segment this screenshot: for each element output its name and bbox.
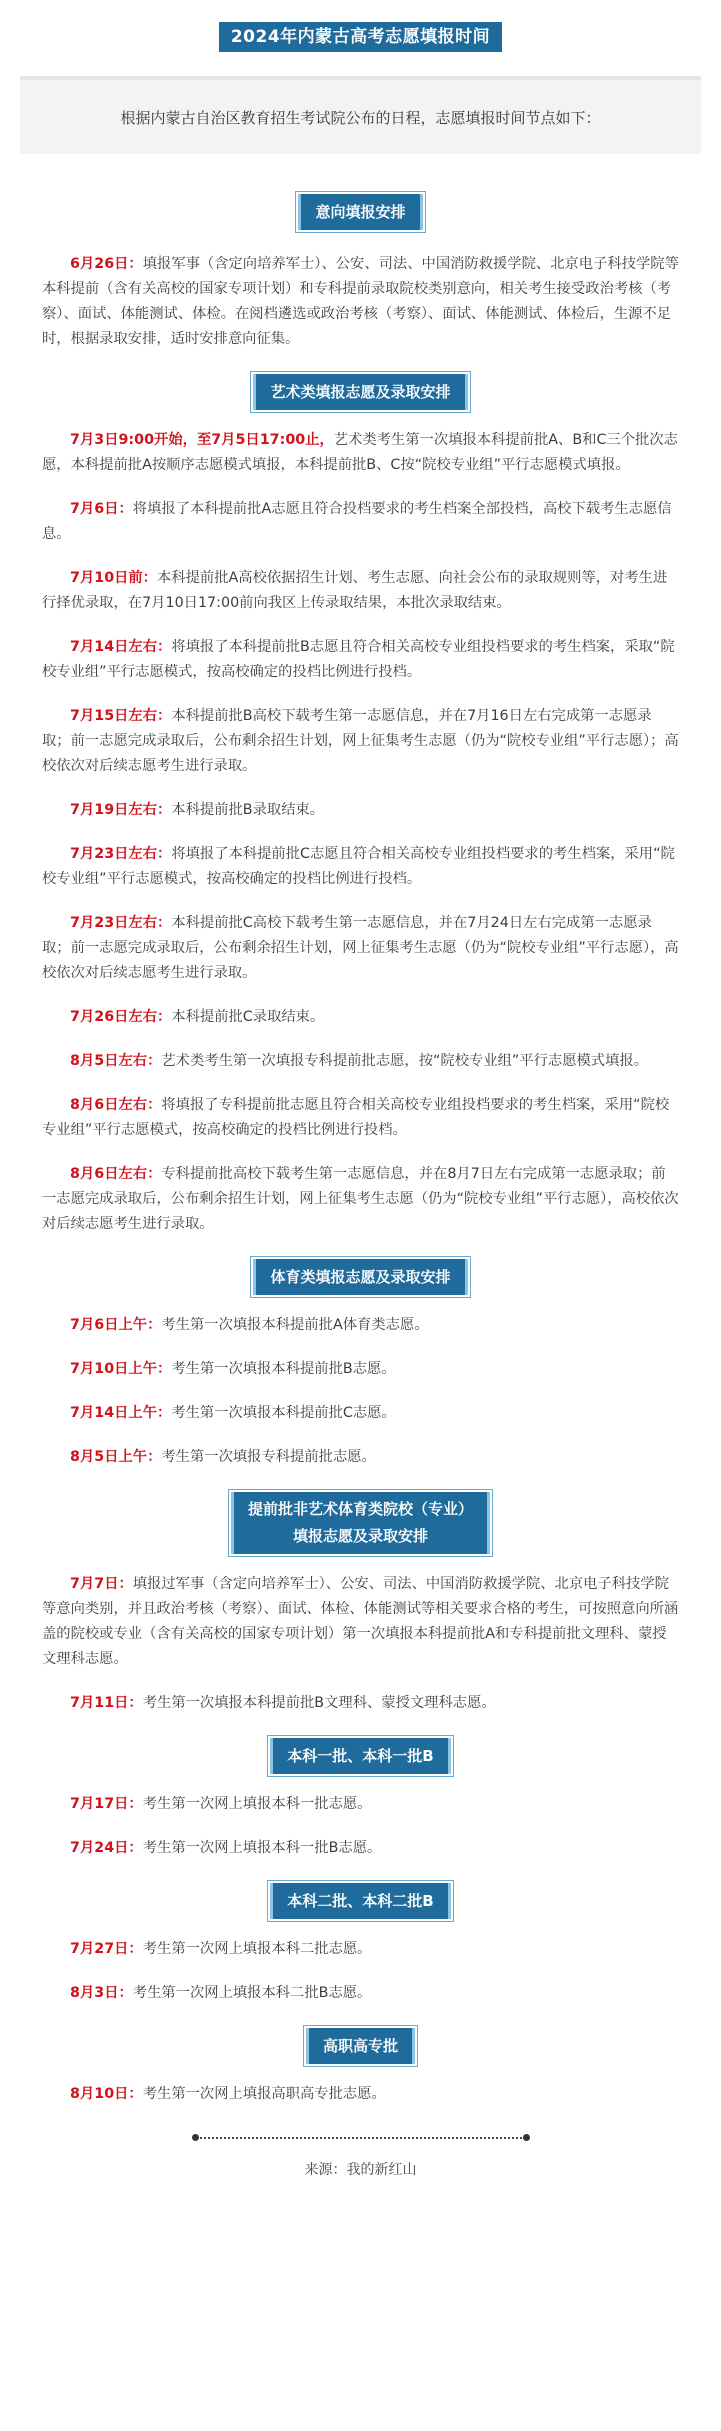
section-heading-line1: 提前批非艺术体育类院校（专业） — [247, 1500, 473, 1518]
item-text: 填报军事（含定向培养军士）、公安、司法、中国消防救援学院、北京电子科技学院等本科提前（含有关高校的国家专项计划）和专科提前录取院校类别意向，相关考生接受政治考核（考察）、面试、体能测试、体检。在阅档遴选或政治考核（考察）、面试、体能测试、体检后，生源不足时，根据录取安排，适时安排意向征集。 — [42, 256, 679, 347]
section-heading-line2: 填报志愿及录取安排 — [292, 1527, 428, 1545]
section-heading-wrap — [0, 1738, 721, 1774]
date-label: 7月6日： — [70, 501, 133, 517]
source-credit: 来源：我的新红山 — [304, 2162, 417, 2178]
item-text: 将填报了专科提前批志愿且符合相关高校专业组投档要求的考生档案，采用“院校专业组”平行志愿模式，按高校确定的投档比例进行投档。 — [42, 1097, 670, 1138]
date-label: 7月6日上午： — [70, 1317, 162, 1333]
page-title: 2024年内蒙古高考志愿填报时间 — [219, 22, 502, 52]
schedule-item — [42, 1401, 679, 1426]
section-heading: 体育类填报志愿及录取安排 — [253, 1259, 467, 1295]
schedule-item — [42, 1836, 679, 1861]
section-heading: 本科一批、本科一批B — [270, 1738, 450, 1774]
schedule-item — [42, 1162, 679, 1237]
section-heading: 意向填报安排 — [298, 194, 422, 230]
section-heading-wrap — [0, 1883, 721, 1919]
intro-text: 根据内蒙古自治区教育招生考试院公布的日程，志愿填报时间节点如下： — [120, 108, 601, 127]
date-label: 7月15日左右： — [70, 708, 172, 724]
schedule-item — [42, 1093, 679, 1143]
section-heading-wrap — [0, 1492, 721, 1554]
date-label: 7月3日9:00开始，至7月5日17:00止， — [70, 432, 334, 448]
item-text: 考生第一次填报本科提前批A体育类志愿。 — [161, 1317, 429, 1333]
schedule-item — [42, 635, 679, 685]
date-label: 7月24日： — [70, 1840, 143, 1856]
intro-box — [20, 76, 701, 154]
date-label: 7月11日： — [70, 1695, 143, 1711]
item-text: 考生第一次网上填报本科一批志愿。 — [142, 1796, 372, 1812]
item-text: 本科提前批C录取结束。 — [171, 1009, 325, 1025]
date-label: 8月5日上午： — [70, 1449, 162, 1465]
item-text: 考生第一次填报本科提前批B文理科、蒙授文理科志愿。 — [142, 1695, 496, 1711]
item-text: 专科提前批高校下载考生第一志愿信息，并在8月7日左右完成第一志愿录取；前一志愿完成录取后，公布剩余招生计划，网上征集考生志愿（仍为“院校专业组”平行志愿），高校依次对后续志愿考生进行录取。 — [42, 1166, 679, 1232]
date-label: 7月19日左右： — [70, 802, 172, 818]
date-label: 8月5日左右： — [70, 1053, 162, 1069]
schedule-item — [42, 1691, 679, 1716]
item-text: 考生第一次填报本科提前批B志愿。 — [171, 1361, 396, 1377]
item-text: 考生第一次网上填报高职高专批志愿。 — [142, 2086, 386, 2102]
item-text: 考生第一次网上填报本科一批B志愿。 — [142, 1840, 382, 1856]
schedule-item — [42, 1313, 679, 1338]
section-heading: 高职高专批 — [306, 2028, 415, 2064]
section-heading: 本科二批、本科二批B — [270, 1883, 450, 1919]
item-text: 本科提前批B录取结束。 — [171, 802, 325, 818]
section-heading-wrap — [0, 374, 721, 410]
item-text: 艺术类考生第一次填报专科提前批志愿，按“院校专业组”平行志愿模式填报。 — [161, 1053, 648, 1069]
item-text: 将填报了本科提前批A志愿且符合投档要求的考生档案全部投档，高校下载考生志愿信息。 — [42, 501, 672, 542]
schedule-item — [42, 911, 679, 986]
item-text: 将填报了本科提前批B志愿且符合相关高校专业组投档要求的考生档案，采取“院校专业组”平行志愿模式，按高校确定的投档比例进行投档。 — [42, 639, 675, 680]
item-text: 将填报了本科提前批C志愿且符合相关高校专业组投档要求的考生档案，采用“院校专业组”平行志愿模式，按高校确定的投档比例进行投档。 — [42, 846, 675, 887]
schedule-item — [42, 2082, 679, 2107]
schedule-item — [42, 1049, 679, 1074]
date-label: 8月6日左右： — [70, 1097, 162, 1113]
item-text: 考生第一次网上填报本科二批志愿。 — [142, 1941, 372, 1957]
schedule-item — [42, 1572, 679, 1672]
schedule-item — [42, 1937, 679, 1962]
date-label: 8月6日左右： — [70, 1166, 162, 1182]
schedule-item — [42, 1005, 679, 1030]
date-label: 7月14日上午： — [70, 1405, 172, 1421]
schedule-item — [42, 1357, 679, 1382]
section-heading-wrap — [0, 194, 721, 230]
item-text: 艺术类考生第一次填报本科提前批A、B和C三个批次志愿，本科提前批A按顺序志愿模式填报，本科提前批B、C按“院校专业组”平行志愿模式填报。 — [42, 432, 678, 473]
divider-dot-right — [523, 2134, 530, 2141]
section-heading — [231, 1492, 490, 1554]
section-heading-wrap — [0, 1259, 721, 1295]
date-label: 7月10日前： — [70, 570, 158, 586]
date-label: 7月7日： — [70, 1576, 133, 1592]
item-text: 填报过军事（含定向培养军士）、公安、司法、中国消防救援学院、北京电子科技学院等意向类别，并且政治考核（考察）、面试、体检、体能测试等相关要求合格的考生，可按照意向所涵盖的院校或专业（含有关高校的国家专项计划）第一次填报本科提前批A和专科提前批文理科、蒙授文理科志愿。 — [42, 1576, 679, 1667]
date-label: 7月23日左右： — [70, 846, 172, 862]
date-label: 7月14日左右： — [70, 639, 172, 655]
schedule-item — [42, 1792, 679, 1817]
schedule-item — [42, 497, 679, 547]
date-label: 7月10日上午： — [70, 1361, 172, 1377]
title-wrap — [0, 0, 721, 56]
item-text: 考生第一次填报专科提前批志愿。 — [161, 1449, 376, 1465]
schedule-item — [42, 252, 679, 352]
section-heading-wrap — [0, 2028, 721, 2064]
schedule-item — [42, 842, 679, 892]
schedule-item — [42, 704, 679, 779]
item-text: 本科提前批C高校下载考生第一志愿信息，并在7月24日左右完成第一志愿录取；前一志愿完成录取后，公布剩余招生计划，网上征集考生志愿（仍为“院校专业组”平行志愿），高校依次对后续志愿考生进行录取。 — [42, 915, 679, 981]
schedule-item — [42, 566, 679, 616]
schedule-item — [42, 428, 679, 478]
footer-divider — [196, 2137, 526, 2139]
date-label: 6月26日： — [70, 256, 143, 272]
schedule-item — [42, 1445, 679, 1470]
item-text: 本科提前批B高校下载考生第一志愿信息，并在7月16日左右完成第一志愿录取；前一志愿完成录取后，公布剩余招生计划，网上征集考生志愿（仍为“院校专业组”平行志愿）；高校依次对后续志愿考生进行录取。 — [42, 708, 679, 774]
section-heading: 艺术类填报志愿及录取安排 — [253, 374, 467, 410]
divider-dot-left — [192, 2134, 199, 2141]
date-label: 8月10日： — [70, 2086, 143, 2102]
item-text: 考生第一次填报本科提前批C志愿。 — [171, 1405, 396, 1421]
item-text: 本科提前批A高校依据招生计划、考生志愿、向社会公布的录取规则等，对考生进行择优录取，在7月10日17:00前向我区上传录取结果，本批次录取结束。 — [42, 570, 668, 611]
item-text: 考生第一次网上填报本科二批B志愿。 — [132, 1985, 372, 2001]
date-label: 8月3日： — [70, 1985, 133, 2001]
date-label: 7月23日左右： — [70, 915, 172, 931]
date-label: 7月26日左右： — [70, 1009, 172, 1025]
schedule-item — [42, 798, 679, 823]
schedule-item — [42, 1981, 679, 2006]
date-label: 7月27日： — [70, 1941, 143, 1957]
date-label: 7月17日： — [70, 1796, 143, 1812]
